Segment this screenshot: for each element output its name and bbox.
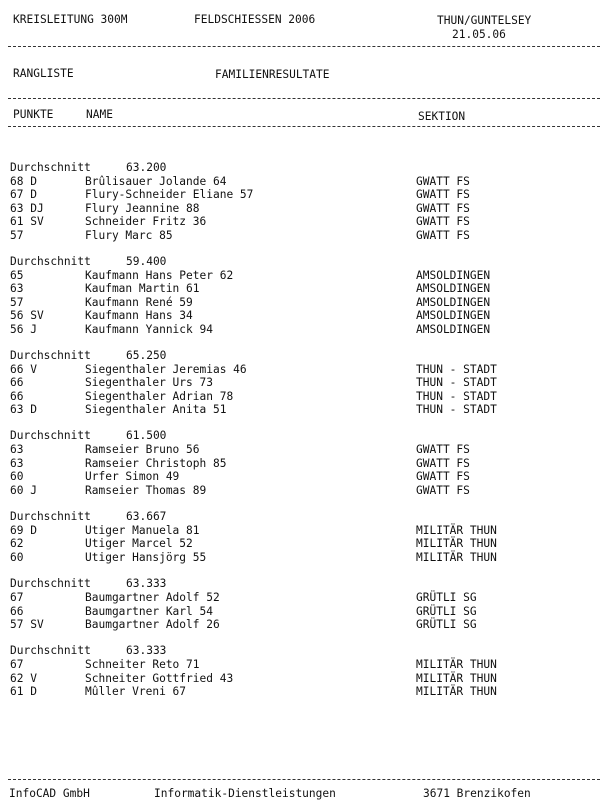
header-place: THUN/GUNTELSEY xyxy=(437,14,532,27)
row-name: Urfer Simon 49 xyxy=(85,470,180,484)
row-points: 63 D xyxy=(10,403,37,417)
row-name: Siegenthaler Anita 51 xyxy=(85,403,227,417)
row-section: GWATT FS xyxy=(416,215,470,229)
column-name-header: NAME xyxy=(86,108,113,121)
row-points: 66 xyxy=(10,389,24,403)
row-name: Flury Jeannine 88 xyxy=(85,201,200,215)
column-divider xyxy=(8,126,600,127)
row-points: 67 xyxy=(10,658,24,672)
results-list xyxy=(10,161,600,712)
row-points: 63 xyxy=(10,282,24,296)
row-section: GWATT FS xyxy=(416,175,470,188)
header-divider xyxy=(8,46,600,47)
header-date: 21.05.06 xyxy=(452,28,506,41)
row-section: MILITÄR THUN xyxy=(416,658,497,672)
row-name: Mûller Vreni 67 xyxy=(85,685,187,699)
row-section: MILITÄR THUN xyxy=(416,685,497,699)
average-label: Durchschnitt xyxy=(10,577,91,591)
family-group-header xyxy=(10,255,600,269)
row-points: 67 D xyxy=(10,188,37,202)
row-section: GRÜTLI SG xyxy=(416,604,477,618)
row-points: 68 D xyxy=(10,175,37,188)
row-section: AMSOLDINGEN xyxy=(416,309,491,323)
row-points: 67 xyxy=(10,591,24,605)
row-section: GWATT FS xyxy=(416,456,470,470)
result-row xyxy=(10,175,600,188)
average-value: 65.250 xyxy=(126,348,167,362)
row-name: Ramseier Thomas 89 xyxy=(85,483,207,497)
row-name: Kaufmann René 59 xyxy=(85,295,193,309)
row-name: Flury-Schneider Eliane 57 xyxy=(85,188,254,202)
family-group xyxy=(10,510,600,564)
family-group-header xyxy=(10,429,600,443)
row-points: 63 xyxy=(10,456,24,470)
family-group-header xyxy=(10,644,600,658)
result-row xyxy=(10,296,600,309)
result-row xyxy=(10,363,600,376)
row-section: MILITÄR THUN xyxy=(416,550,497,564)
result-row xyxy=(10,215,600,228)
row-name: Utiger Marcel 52 xyxy=(85,537,193,551)
family-group xyxy=(10,349,600,417)
average-value: 63.667 xyxy=(126,510,167,524)
result-row xyxy=(10,323,600,336)
row-name: Kaufmann Hans 34 xyxy=(85,309,193,323)
row-name: Kaufmann Yannick 94 xyxy=(85,322,213,336)
result-row xyxy=(10,484,600,497)
row-points: 57 SV xyxy=(10,617,44,631)
row-section: THUN - STADT xyxy=(416,362,497,376)
row-section: GRÜTLI SG xyxy=(416,617,477,631)
average-value: 63.200 xyxy=(126,161,167,174)
row-points: 60 xyxy=(10,470,24,484)
header-event: FELDSCHIESSEN 2006 xyxy=(194,13,316,26)
family-group xyxy=(10,255,600,336)
family-group xyxy=(10,429,600,497)
average-value: 63.333 xyxy=(126,644,167,658)
row-name: Schneiter Reto 71 xyxy=(85,658,200,672)
result-row xyxy=(10,658,600,671)
footer-company: InfoCAD GmbH xyxy=(9,787,90,800)
result-row xyxy=(10,229,600,242)
footer-divider xyxy=(8,779,600,780)
average-label: Durchschnitt xyxy=(10,348,91,362)
row-points: 57 xyxy=(10,228,24,242)
row-name: Siegenthaler Adrian 78 xyxy=(85,389,234,403)
average-label: Durchschnitt xyxy=(10,510,91,524)
row-name: Siegenthaler Urs 73 xyxy=(85,376,213,390)
row-points: 60 xyxy=(10,550,24,564)
column-points-header: PUNKTE xyxy=(13,108,54,121)
result-row xyxy=(10,537,600,550)
row-name: Ramseier Christoph 85 xyxy=(85,456,227,470)
row-section: GWATT FS xyxy=(416,201,470,215)
result-row xyxy=(10,524,600,537)
row-section: MILITÄR THUN xyxy=(416,524,497,538)
result-row xyxy=(10,618,600,631)
row-name: Baumgartner Karl 54 xyxy=(85,604,213,618)
result-row xyxy=(10,685,600,698)
row-section: GWATT FS xyxy=(416,188,470,202)
row-section: GRÜTLI SG xyxy=(416,591,477,605)
row-name: Kaufmann Hans Peter 62 xyxy=(85,268,234,282)
result-row xyxy=(10,470,600,483)
result-row xyxy=(10,282,600,295)
row-name: Utiger Hansjörg 55 xyxy=(85,550,207,564)
result-row xyxy=(10,390,600,403)
result-row xyxy=(10,202,600,215)
row-points: 69 D xyxy=(10,524,37,538)
row-points: 65 xyxy=(10,268,24,282)
average-label: Durchschnitt xyxy=(10,161,91,174)
row-section: AMSOLDINGEN xyxy=(416,268,491,282)
row-section: THUN - STADT xyxy=(416,389,497,403)
list-title: RANGLISTE xyxy=(13,67,74,80)
result-row xyxy=(10,551,600,564)
row-points: 66 V xyxy=(10,362,37,376)
result-row xyxy=(10,457,600,470)
column-section-header: SEKTION xyxy=(418,110,466,123)
row-points: 61 SV xyxy=(10,215,44,229)
row-points: 61 D xyxy=(10,685,37,699)
row-points: 60 J xyxy=(10,483,37,497)
row-points: 56 SV xyxy=(10,309,44,323)
row-section: GWATT FS xyxy=(416,483,470,497)
row-section: THUN - STADT xyxy=(416,403,497,417)
row-section: MILITÄR THUN xyxy=(416,671,497,685)
result-row xyxy=(10,591,600,604)
result-row xyxy=(10,309,600,322)
family-group xyxy=(10,577,600,631)
row-name: Siegenthaler Jeremias 46 xyxy=(85,362,247,376)
average-label: Durchschnitt xyxy=(10,644,91,658)
result-row xyxy=(10,188,600,201)
result-row xyxy=(10,672,600,685)
family-group-header xyxy=(10,510,600,524)
row-points: 63 DJ xyxy=(10,201,44,215)
average-value: 61.500 xyxy=(126,429,167,443)
list-type: FAMILIENRESULTATE xyxy=(215,68,330,81)
row-section: AMSOLDINGEN xyxy=(416,295,491,309)
row-name: Schneiter Gottfried 43 xyxy=(85,671,234,685)
average-label: Durchschnitt xyxy=(10,429,91,443)
result-row xyxy=(10,403,600,416)
family-group-header xyxy=(10,349,600,363)
row-section: AMSOLDINGEN xyxy=(416,322,491,336)
family-group-header xyxy=(10,577,600,591)
result-row xyxy=(10,443,600,456)
footer-address: 3671 Brenzikofen xyxy=(423,787,531,800)
average-label: Durchschnitt xyxy=(10,254,91,268)
result-row xyxy=(10,269,600,282)
row-section: GWATT FS xyxy=(416,228,470,242)
row-section: AMSOLDINGEN xyxy=(416,282,491,296)
row-name: Schneider Fritz 36 xyxy=(85,215,207,229)
average-value: 63.333 xyxy=(126,577,167,591)
row-section: GWATT FS xyxy=(416,443,470,457)
family-group xyxy=(10,644,600,698)
subheader-divider xyxy=(8,98,600,99)
row-name: Flury Marc 85 xyxy=(85,228,173,242)
row-points: 66 xyxy=(10,376,24,390)
row-name: Kaufman Martin 61 xyxy=(85,282,200,296)
result-row xyxy=(10,376,600,389)
family-group xyxy=(10,161,600,242)
row-section: THUN - STADT xyxy=(416,376,497,390)
row-points: 66 xyxy=(10,604,24,618)
row-points: 63 xyxy=(10,443,24,457)
row-points: 57 xyxy=(10,295,24,309)
row-name: Brûlisauer Jolande 64 xyxy=(85,175,227,188)
row-name: Baumgartner Adolf 52 xyxy=(85,591,220,605)
footer-service: Informatik-Dienstleistungen xyxy=(154,787,336,800)
result-row xyxy=(10,605,600,618)
row-section: GWATT FS xyxy=(416,470,470,484)
row-section: MILITÄR THUN xyxy=(416,537,497,551)
header-org: KREISLEITUNG 300M xyxy=(13,13,128,26)
row-name: Baumgartner Adolf 26 xyxy=(85,617,220,631)
average-value: 59.400 xyxy=(126,254,167,268)
row-name: Ramseier Bruno 56 xyxy=(85,443,200,457)
family-group-header xyxy=(10,161,600,175)
row-points: 62 V xyxy=(10,671,37,685)
row-points: 62 xyxy=(10,537,24,551)
row-points: 56 J xyxy=(10,322,37,336)
row-name: Utiger Manuela 81 xyxy=(85,524,200,538)
